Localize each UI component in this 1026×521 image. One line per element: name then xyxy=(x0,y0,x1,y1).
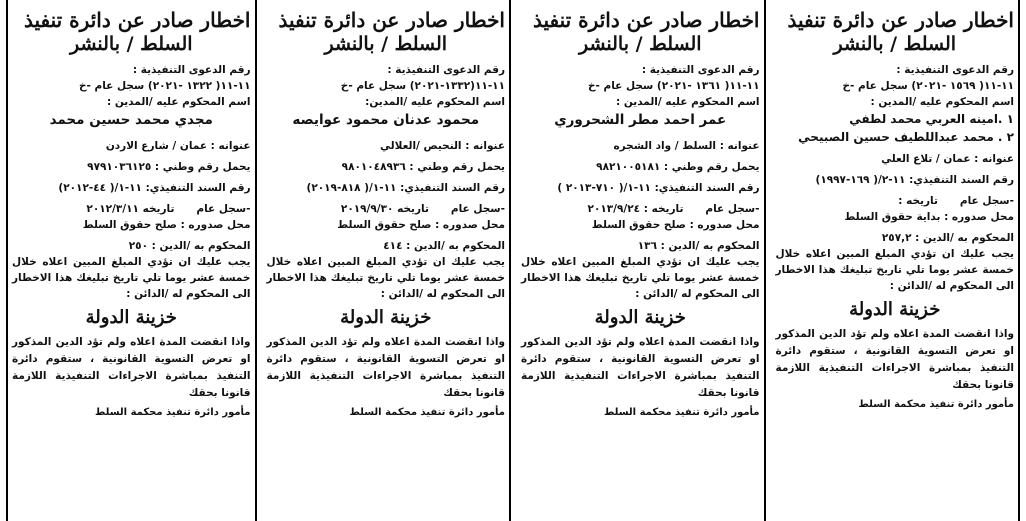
payment-instruction: يجب عليك ان تؤدي المبلغ المبين اعلاه خلال خمسة عشر يوما تلي تاريخ تبليغك هذا الاخطار الى المحكوم له /الدائن : xyxy=(12,256,251,300)
debtor-name: مجدي محمد حسين محمد xyxy=(49,112,213,128)
debtor-name: عمر احمد مطر الشحروري xyxy=(554,112,727,128)
notice-subtitle: السلط / بالنشر xyxy=(69,33,193,55)
closing-paragraph: واذا انقضت المدة اعلاه ولم تؤد الدين المذكور او تعرض التسوية القانونية ، ستقوم دائرة التنفيذ بمباشرة الاجراءات التنفيذية اللازمة قانونا بحقك xyxy=(521,336,760,399)
bond-date: تاريخه ٢٠١٩/٩/٣٠ xyxy=(340,203,429,215)
bond-number: رقم السند التنفيذي: ١١-١/( ٨١٨-٢٠١٩) xyxy=(306,182,505,194)
bond-number: رقم السند التنفيذي: ١١-١/( ٤٤-٢٠١٢) xyxy=(58,182,251,194)
registry-row xyxy=(776,193,1015,209)
debtor-address: عنوانه : عمان / تلاع العلي xyxy=(881,153,1014,165)
creditor-name: خزينة الدولة xyxy=(849,299,941,320)
notice-1 xyxy=(768,0,1023,521)
registry-label: -سجل عام xyxy=(196,203,251,215)
debtor-label: اسم المحكوم عليه /المدين : xyxy=(107,96,251,108)
issue-place: محل صدوره : صلح حقوق السلط xyxy=(591,219,760,231)
signature-footer: مأمور دائرة تنفيذ محكمة السلط xyxy=(94,407,251,418)
notice-subtitle: السلط / بالنشر xyxy=(324,33,448,55)
creditor-name: خزينة الدولة xyxy=(85,307,177,328)
registry-label: -سجل عام xyxy=(959,195,1014,207)
column-rule xyxy=(1018,0,1020,521)
issue-place: محل صدوره : صلح حقوق السلط xyxy=(337,219,505,231)
case-label: رقم الدعوى التنفيذية : xyxy=(641,64,760,76)
national-id: يحمل رقم وطني : ٩٨٠١٠٤٨٩٣٦ xyxy=(341,161,505,173)
notice-title: اخطار صادر عن دائرة تنفيذ xyxy=(278,8,505,32)
bond-date: تاريخه ٢٠١٢/٣/١١ xyxy=(86,203,175,215)
case-number: ١١-١١(١٣٣٢-٢٠٢١) سجل عام -خ xyxy=(340,80,505,92)
case-label: رقم الدعوى التنفيذية : xyxy=(132,64,251,76)
payment-instruction: يجب عليك ان تؤدي المبلغ المبين اعلاه خلال خمسة عشر يوما تلي تاريخ تبليغك هذا الاخطار الى المحكوم له /الدائن : xyxy=(266,256,505,300)
debtor-label: اسم المحكوم عليه /المدين: xyxy=(365,96,505,108)
debt-amount: المحكوم به /الدين : ١٣٦ xyxy=(637,240,760,252)
creditor-name: خزينة الدولة xyxy=(340,307,432,328)
case-number: ١١-١١( ١٣٦١ -٢٠٢١) سجل عام -خ xyxy=(587,80,760,92)
case-number: ١١-١١( ١٥٦٩ -٢٠٢١) سجل عام -خ xyxy=(842,80,1014,92)
issue-place: محل صدوره : صلح حقوق السلط xyxy=(82,219,251,231)
bond-date: تاريخه : ٢٠١٣/٩/٢٤ xyxy=(587,203,684,215)
debtor-address: عنوانه : النحيص /العلالي xyxy=(380,140,505,152)
registry-row xyxy=(12,201,251,217)
debt-amount: المحكوم به /الدين : ٤١٤ xyxy=(383,240,505,252)
debtor-name: محمود عدنان محمود عوايصه xyxy=(292,112,480,128)
column-rule xyxy=(509,0,511,521)
debt-amount: المحكوم به /الدين : ٢٥٠ xyxy=(128,240,251,252)
debt-amount: المحكوم به /الدين : ٢٥٧,٢ xyxy=(881,232,1014,244)
registry-row xyxy=(267,201,506,217)
closing-paragraph: واذا انقضت المدة اعلاه ولم تؤد الدين المذكور او تعرض التسوية القانونية ، ستقوم دائرة التنفيذ بمباشرة الاجراءات التنفيذية اللازمة قانونا بحقك xyxy=(775,328,1014,391)
column-rule xyxy=(764,0,766,521)
signature-footer: مأمور دائرة تنفيذ محكمة السلط xyxy=(858,399,1014,410)
notice-title: اخطار صادر عن دائرة تنفيذ xyxy=(532,8,760,32)
notice-2 xyxy=(513,0,768,521)
notice-3 xyxy=(259,0,514,521)
registry-label: -سجل عام xyxy=(705,203,760,215)
debtor-address: عنوانه : عمان / شارع الاردن xyxy=(105,140,251,152)
notice-subtitle: السلط / بالنشر xyxy=(578,33,702,55)
signature-footer: مأمور دائرة تنفيذ محكمة السلط xyxy=(349,407,505,418)
debtor-label: اسم المحكوم عليه /المدين : xyxy=(616,96,760,108)
notice-title: اخطار صادر عن دائرة تنفيذ xyxy=(787,8,1014,32)
case-label: رقم الدعوى التنفيذية : xyxy=(896,64,1014,76)
column-rule xyxy=(255,0,257,521)
closing-paragraph: واذا انقضت المدة اعلاه ولم تؤد الدين المذكور او تعرض التسوية القانونية ، ستقوم دائرة التنفيذ بمباشرة الاجراءات التنفيذية اللازمة قانونا بحقك xyxy=(266,336,505,399)
notice-4 xyxy=(4,0,259,521)
registry-label: -سجل عام xyxy=(450,203,505,215)
issue-place: محل صدوره : بداية حقوق السلط xyxy=(844,211,1014,223)
bond-number: رقم السند التنفيذي: ١١-١/( ٧١٠-٢٠١٣ ) xyxy=(557,182,760,194)
national-id: يحمل رقم وطني : ٩٨٢١٠٠٥١٨١ xyxy=(596,161,760,173)
case-number: ١١-١١( ١٣٢٢ -٢٠٢١) سجل عام -خ xyxy=(78,80,251,92)
national-id: يحمل رقم وطني : ٩٧٩١٠٣٦١٢٥ xyxy=(87,161,251,173)
creditor-name: خزينة الدولة xyxy=(594,307,686,328)
column-rule xyxy=(6,0,8,521)
bond-date: تاريخه : xyxy=(898,195,938,207)
case-label: رقم الدعوى التنفيذية : xyxy=(387,64,505,76)
signature-footer: مأمور دائرة تنفيذ محكمة السلط xyxy=(603,407,760,418)
payment-instruction: يجب عليك ان تؤدي المبلغ المبين اعلاه خلال خمسة عشر يوما تلي تاريخ تبليغك هذا الاخطار الى المحكوم له /الدائن : xyxy=(775,248,1014,292)
debtor-name: ١ .امينه العربي محمد لطفي xyxy=(849,112,1014,126)
bond-number: رقم السند التنفيذي: ١١-٢/( ١٦٩-١٩٩٧) xyxy=(815,174,1014,186)
notice-subtitle: السلط / بالنشر xyxy=(833,33,957,55)
closing-paragraph: واذا انقضت المدة اعلاه ولم تؤد الدين المذكور او تعرض التسوية القانونية ، ستقوم دائرة التنفيذ بمباشرة الاجراءات التنفيذية اللازمة قانونا بحقك xyxy=(12,336,251,399)
debtor-label: اسم المحكوم عليه /المدين : xyxy=(870,96,1014,108)
registry-row xyxy=(521,201,760,217)
notice-title: اخطار صادر عن دائرة تنفيذ xyxy=(23,8,251,32)
payment-instruction: يجب عليك ان تؤدي المبلغ المبين اعلاه خلال خمسة عشر يوما تلي تاريخ تبليغك هذا الاخطار الى المحكوم له /الدائن : xyxy=(521,256,760,300)
debtor-address: عنوانه : السلط / واد الشجره xyxy=(613,140,760,152)
debtor-name: ٢ . محمد عبداللطيف حسين الصبيحي xyxy=(798,130,1014,144)
